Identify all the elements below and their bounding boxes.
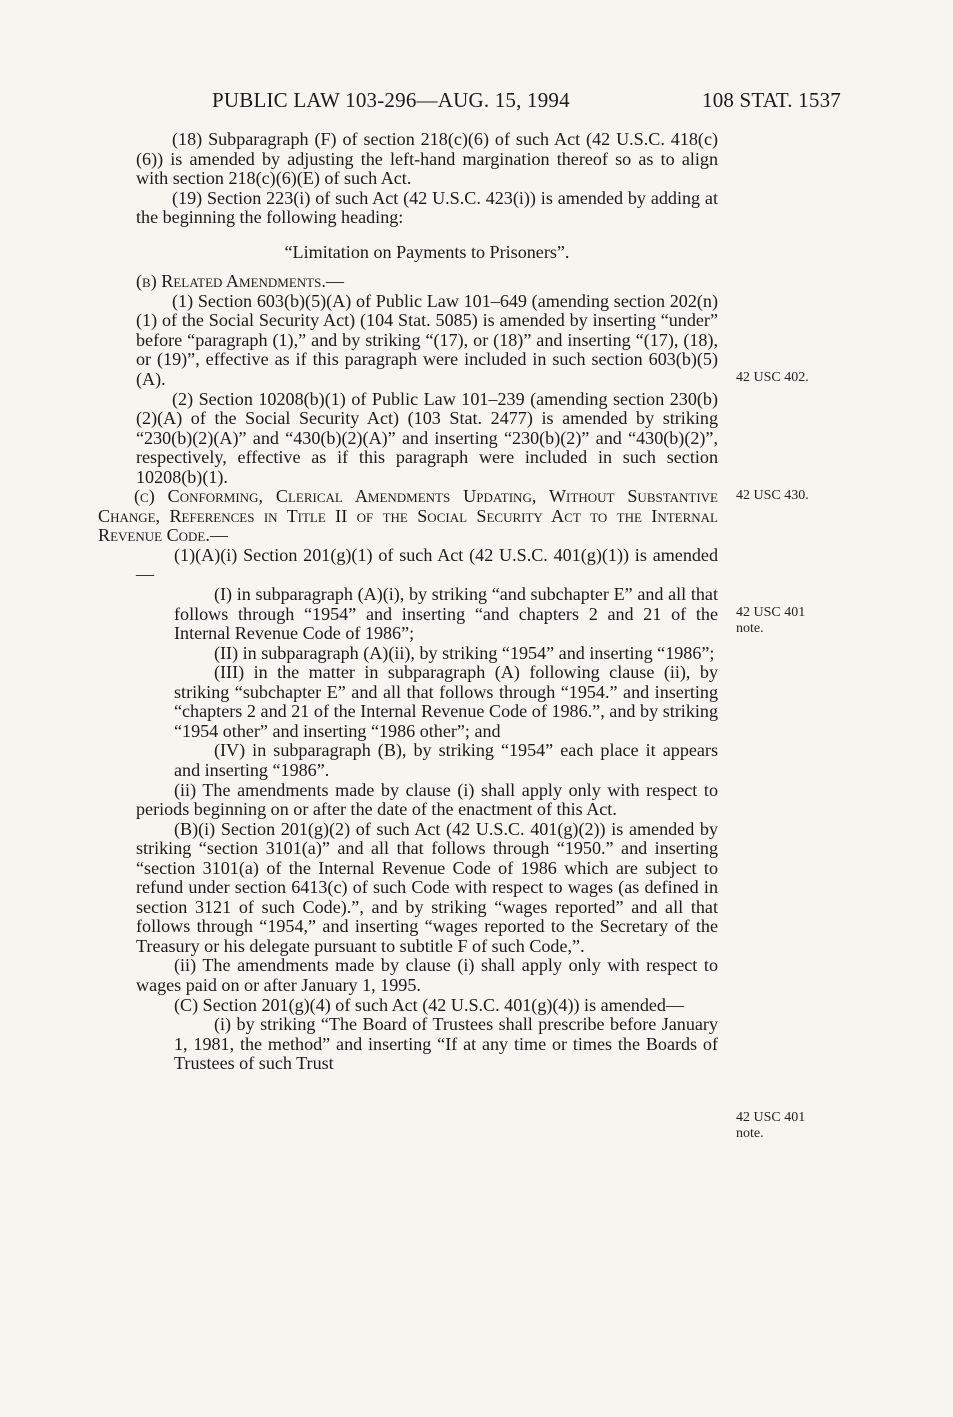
margin-note-430: 42 USC 430.: [736, 488, 809, 503]
margin-note-401-a: 42 USC 401 note.: [736, 605, 806, 636]
paragraph-a18: (18) Subparagraph (F) of section 218(c)(6) of such Act (42 U.S.C. 418(c)(6)) is amended by adjusting the left-hand margination thereof so as to align with section 218(c)(6)(E) of such Act.: [136, 129, 718, 189]
clause-b-ii: (ii) The amendments made by clause (i) shall apply only with respect to wages paid on or after January 1, 1995.: [136, 955, 718, 995]
subsection-c-heading: (c) Conforming, Clerical Amendments Updating, Without Substantive Change, References in Title II of the Social Security Act to the Internal Revenue Code.—: [98, 486, 718, 546]
statute-page-number: 108 STAT. 1537: [702, 88, 841, 112]
clause-c-i: (i) by striking “The Board of Trustees shall prescribe before January 1, 1981, the method” and inserting “If at any time or times the Boards of Trustees of such Trust: [174, 1014, 718, 1074]
document-body: [98, 129, 718, 1074]
clause-b-i: (B)(i) Section 201(g)(2) of such Act (42 U.S.C. 401(g)(2)) is amended by striking “section 3101(a)” and all that follows through “1950.” and inserting “section 3101(a) of the Internal Revenue Code of 1986 which are subject to refund under section 6413(c) of such Code with respect to wages (as defined in section 3121 of such Code).”, and by striking “wages reported” and all that follows through “1954,” and inserting “wages reported to the Secretary of the Treasury or his delegate pursuant to subtitle F of such Code,”.: [136, 818, 718, 956]
subparagraph-c: (C) Section 201(g)(4) of such Act (42 U.S.C. 401(g)(4)) is amended—: [174, 994, 685, 1015]
margin-note-402: 42 USC 402.: [736, 370, 809, 385]
subclause-i: (I) in subparagraph (A)(i), by striking “and subchapter E” and all that follows through “1954” and inserting “and chapters 2 and 21 of the Internal Revenue Code of 1986”;: [174, 584, 718, 644]
running-header-title: PUBLIC LAW 103-296—AUG. 15, 1994: [212, 88, 570, 112]
paragraph-b1: (1) Section 603(b)(5)(A) of Public Law 101–649 (amending section 202(n)(1) of the Social Security Act) (104 Stat. 5085) is amended by inserting “under” before “paragraph (1),” and by striking “(17), or (18)” and inserting “(17), (18), or (19)”, effective as if this paragraph were included in such section 603(b)(5)(A).: [136, 290, 718, 390]
paragraph-a19: (19) Section 223(i) of such Act (42 U.S.C. 423(i)) is amended by adding at the beginning the following heading:: [136, 187, 718, 228]
margin-note-401-b: 42 USC 401 note.: [736, 1110, 806, 1141]
subclause-ii: (II) in subparagraph (A)(ii), by striking “1954” and inserting “1986”;: [214, 642, 715, 663]
subsection-b-heading: (b) Related Amendments.—: [136, 271, 344, 292]
subclause-iv: (IV) in subparagraph (B), by striking “1954” each place it appears and inserting “1986”.: [174, 740, 718, 780]
paragraph-b2: (2) Section 10208(b)(1) of Public Law 101–239 (amending section 230(b)(2)(A) of the Social Security Act) (103 Stat. 2477) is amended by striking “230(b)(2)(A)” and “430(b)(2)(A)” and inserting “230(b)(2)” and “430(b)(2)”, respectively, effective as if this paragraph were included in such section 10208(b)(1).: [136, 388, 718, 487]
subclause-iii: (III) in the matter in subparagraph (A) following clause (ii), by striking “subchapter E” and all that follows through “1954.” and inserting “chapters 2 and 21 of the Internal Revenue Code of 1986.”, and by striking “1954 other” and inserting “1986 other”; and: [174, 662, 718, 741]
paragraph-c1-a-i: (1)(A)(i) Section 201(g)(1) of such Act (42 U.S.C. 401(g)(1)) is amended—: [136, 544, 718, 585]
clause-a-ii: (ii) The amendments made by clause (i) shall apply only with respect to periods beginning on or after the date of the enactment of this Act.: [136, 779, 718, 820]
quoted-heading: “Limitation on Payments to Prisoners”.: [284, 241, 570, 262]
